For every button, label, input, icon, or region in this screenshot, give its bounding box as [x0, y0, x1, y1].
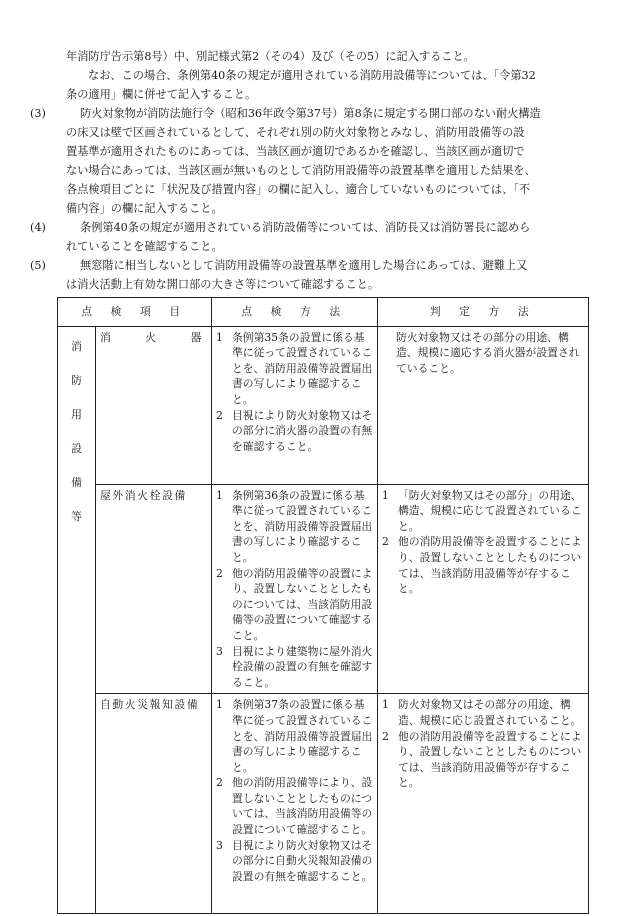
judgment-cell: [378, 484, 589, 694]
method-text: 条例第37条の設置に係る基準に従って設置されていることを、消防用設備等設置届出書の写しにより確認すること。: [232, 698, 373, 774]
method-number: 2: [216, 776, 223, 790]
judgment-number: 1: [382, 488, 389, 502]
judgment-cell: [378, 694, 589, 914]
item-name-char: 火: [145, 330, 158, 344]
continuation-line: 年消防庁告示第8号）中、別記様式第2（その4）及び（その5）に記入すること。: [66, 50, 475, 63]
item-name-cell: 自動火災報知設備: [96, 694, 212, 914]
category-char: 備: [71, 475, 82, 489]
judgment-number: 1: [382, 698, 389, 712]
category-char: 設: [71, 441, 82, 455]
category-char: 等: [71, 509, 82, 523]
judgment-text: 他の消防用設備等を設置することにより、設置しないこととしたものについては、当該消防用設備等が存すること。: [398, 535, 582, 596]
item-name-cell: [96, 326, 212, 484]
method-text: 条例第35条の設置に係る基準に従って設置されていることを、消防用設備等設置届出書の写しにより確認すること。: [232, 330, 373, 406]
method-text: 目視により防火対象物又はその部分に自動火災報知設備の設置の有無を確認すること。: [232, 838, 373, 883]
category-char: 用: [71, 407, 82, 421]
method-text: 他の消防用設備等の設置により、設置しないこととしたものについては、当該消防用設備等の設置について確認すること。: [232, 566, 373, 642]
method-number: 1: [216, 488, 223, 502]
item-name-cell: 屋外消火栓設備: [96, 484, 212, 694]
item-line: 備内容」の欄に記入すること。: [66, 202, 223, 215]
category-char: 消: [71, 339, 82, 353]
item-number: (4): [30, 221, 46, 234]
item-body: [66, 104, 586, 218]
category-cell: [58, 326, 96, 914]
judgment-text: 防火対象物又はその部分の用途、構造、規模に応じ設置されていること。: [398, 698, 582, 727]
category-char: 防: [71, 373, 82, 387]
item-body: [66, 218, 586, 256]
table-row: [58, 694, 589, 914]
judgment-text: 防火対象物又はその部分の用途、構造、規模に適応する消火器が設置されていること。: [396, 330, 580, 375]
item-number: (5): [30, 259, 46, 272]
judgment-text: 「防火対象物又はその部分」の用途、構造、規模に応じて設置されていること。: [398, 488, 582, 533]
method-text: 目視により建築物に屋外消火栓設備の設置の有無を確認すること。: [232, 644, 373, 689]
numbered-item-3: [30, 104, 586, 218]
item-line: 各点検項目ごとに「状況及び措置内容」の欄に記入し、適合していないものについては、「不: [66, 183, 531, 196]
judgment-cell: [378, 326, 589, 484]
method-cell: [212, 326, 378, 484]
header-inspection-method: 点 検 方 法: [212, 298, 378, 327]
method-text: 他の消防用設備等により、設置しないこととしたものについては、当該消防用設備等の設置について確認すること。: [232, 776, 373, 837]
header-inspection-item: 点 検 項 目: [58, 298, 212, 327]
table-row: [58, 484, 589, 694]
item-name-char: 消: [100, 330, 113, 344]
method-text: 目視により防火対象物又はその部分に消火器の設置の有無を確認すること。: [232, 408, 373, 453]
method-number: 3: [216, 644, 223, 658]
method-number: 1: [216, 698, 223, 712]
item-line: 無窓階に相当しないとして消防用設備等の設置基準を適用した場合にあっては、避難上又: [80, 259, 528, 272]
method-number: 3: [216, 838, 223, 852]
method-number: 1: [216, 330, 223, 344]
header-judgment-method: 判 定 方 法: [378, 298, 589, 327]
method-text: 条例第36条の設置に係る基準に従って設置されていることを、消防用設備等設置届出書の写しにより確認すること。: [232, 488, 373, 564]
item-line: の床又は壁で区画されているとして、それぞれ別の防火対象物とみなし、消防用設備等の設: [66, 126, 525, 139]
numbered-item-4: [30, 218, 586, 256]
note-line-2: 条の適用」欄に併せて記入すること。: [66, 88, 257, 101]
judgment-text: 他の消防用設備等を設置することにより、設置しないこととしたものについては、当該消防用設備等が存すること。: [398, 729, 582, 790]
method-number: 2: [216, 566, 223, 580]
item-line: は消火活動上有効な開口部の大きさ等について確認すること。: [66, 278, 380, 291]
judgment-number: 2: [382, 535, 389, 549]
item-line: れていることを確認すること。: [66, 240, 223, 253]
method-cell: [212, 694, 378, 914]
method-number: 2: [216, 408, 223, 422]
item-body: [66, 256, 586, 294]
numbered-item-5: [30, 256, 586, 294]
intro-section: [30, 47, 586, 294]
item-line: 条例第40条の規定が適用されている消防設備等については、消防長又は消防署長に認めら: [80, 221, 531, 234]
note-line-1: なお、この場合、条例第40条の規定が適用されている消防用設備等については、「令第32: [88, 69, 536, 82]
table-row: [58, 326, 589, 484]
item-line: 防火対象物が消防法施行令（昭和36年政令第37号）第8条に規定する開口部のない耐火構造: [80, 107, 541, 120]
item-line: 置基準が適用されたものにあっては、当該区画が適切であるかを確認し、当該区画が適切で: [66, 145, 525, 158]
judgment-number: 2: [382, 729, 389, 743]
item-line: ない場合にあっては、当該区画が無いものとして消防用設備等の設置基準を適用した結果を、: [66, 164, 536, 177]
method-cell: [212, 484, 378, 694]
inspection-table: [57, 297, 589, 914]
item-number: (3): [30, 107, 46, 120]
item-name-char: 器: [190, 330, 203, 344]
table-header-row: [58, 298, 589, 327]
